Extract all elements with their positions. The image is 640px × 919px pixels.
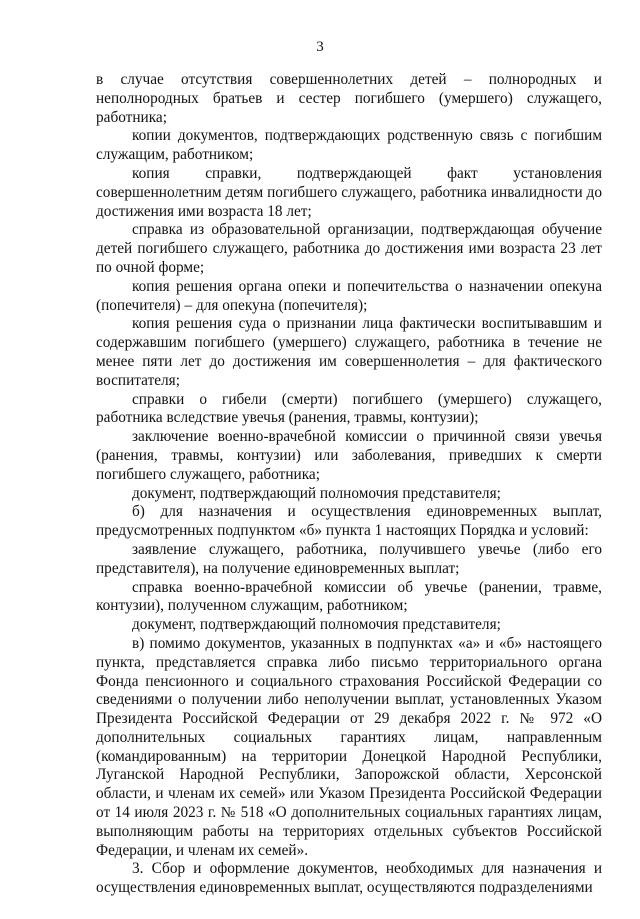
paragraph: копии документов, подтверждающих родственную связь с погибшим служащим, работником; [96, 127, 602, 164]
paragraph: в) помимо документов, указанных в подпунктах «а» и «б» настоящего пункта, представляется справка либо письмо территориального органа Фонда пенсионного и социального страхования Российской Федерации со сведениями о получении либо неполучении выплат, установленных Указом Президента Российской Федерации от 29 декабря 2022 г. № 972 «О дополнительных социальных гарантиях лицам, направленным (командированным) на территории Донецкой Народной Республики, Луганской Народной Республики, Запорожской области, Херсонской области, и членам их семей» или Указом Президента Российской Федерации от 14 июля 2023 г. № 518 «О дополнительных социальных гарантиях лицам, выполняющим работы на территориях отдельных субъектов Российской Федерации, и членам их семей». [96, 634, 602, 859]
paragraph: 3. Сбор и оформление документов, необходимых для назначения и осуществления единовременных выплат, осуществляются подразделениями [96, 860, 602, 897]
paragraph: заключение военно-врачебной комиссии о причинной связи увечья (ранения, травмы, контузии) или заболевания, приведших к смерти погибшего служащего, работника; [96, 428, 602, 483]
paragraph: б) для назначения и осуществления единовременных выплат, предусмотренных подпунктом «б» пункта 1 настоящих Порядка и условий: [96, 503, 602, 540]
paragraph: копия справки, подтверждающей факт установления совершеннолетним детям погибшего служащего, работника инвалидности до достижения ими возраста 18 лет; [96, 164, 602, 220]
paragraph: заявление служащего, работника, получившего увечье (либо его представителя), на получение единовременных выплат; [96, 540, 602, 577]
paragraph: копия решения органа опеки и попечительства о назначении опекуна (попечителя) – для опекуна (попечителя); [96, 277, 602, 314]
paragraph: копия решения суда о признании лица фактически воспитывавшим и содержавшим погибшего (умершего) служащего, работника в течение не менее пяти лет до достижения им совершеннолетия – для фактического воспитателя; [96, 315, 602, 389]
page-number: 3 [316, 39, 324, 55]
paragraph: в случае отсутствия совершеннолетних детей – полнородных и неполнородных братьев и сестер погибшего (умершего) служащего, работника; [96, 71, 602, 126]
paragraph: справка из образовательной организации, подтверждающая обучение детей погибшего служащего, работника до достижения ими возраста 23 лет по очной форме; [96, 221, 602, 276]
paragraph: документ, подтверждающий полномочия представителя; [132, 484, 501, 502]
paragraph: справка военно-врачебной комиссии об увечье (ранении, травме, контузии), полученном служащим, работником; [96, 578, 602, 615]
paragraph: справки о гибели (смерти) погибшего (умершего) служащего, работника вследствие увечья (ранения, травмы, контузии); [96, 390, 602, 427]
document-body [96, 71, 602, 898]
paragraph: документ, подтверждающий полномочия представителя; [132, 616, 501, 634]
